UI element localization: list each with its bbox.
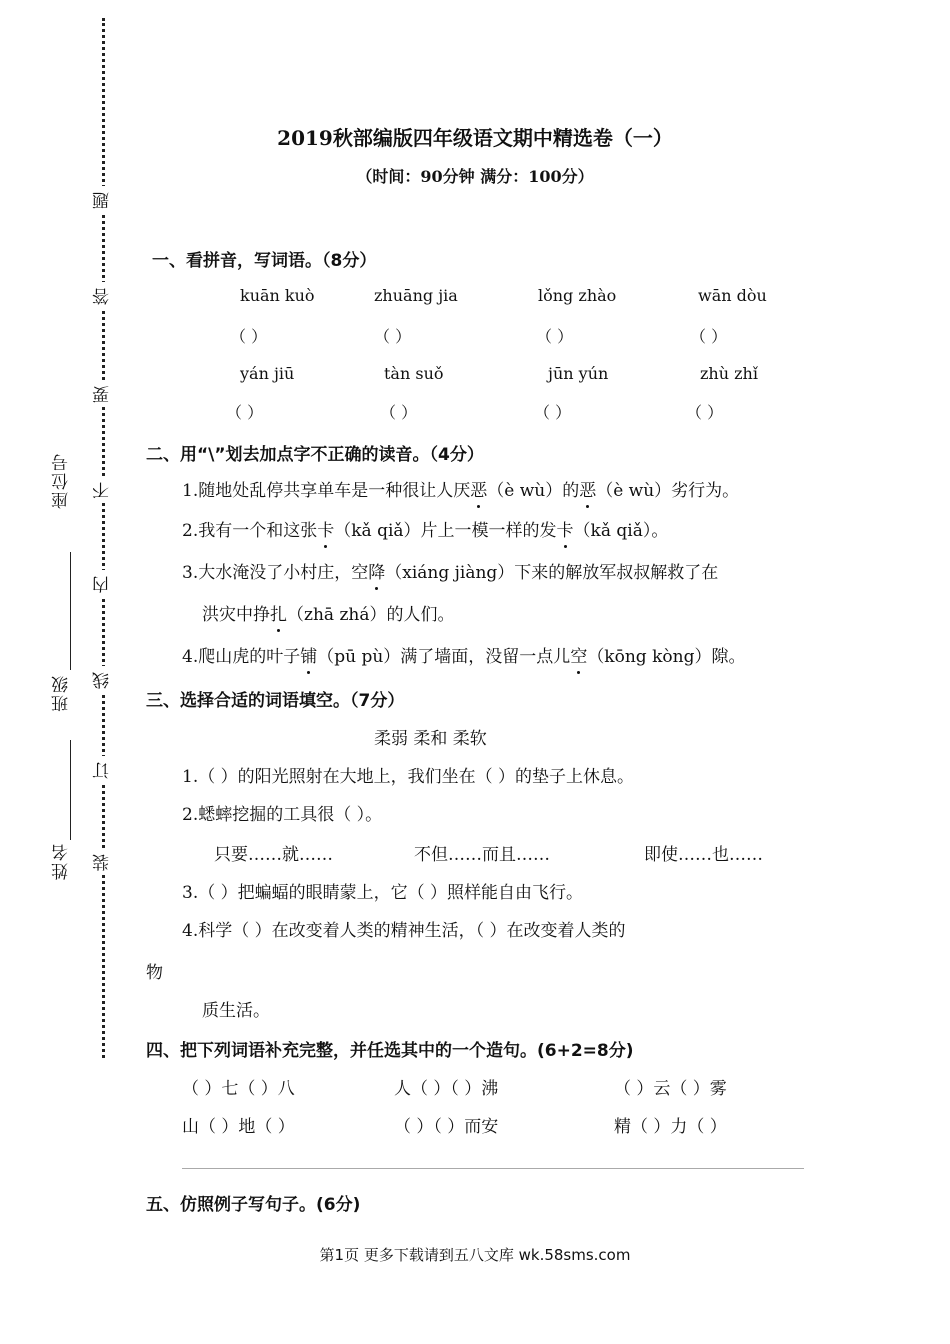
page-footer: 第1页 更多下载请到五八文库 wk.58sms.com bbox=[319, 1246, 631, 1264]
answer-blank[interactable]: （ ） bbox=[226, 403, 264, 422]
class-field-label: 班级 bbox=[52, 674, 72, 712]
binding-char: 线 bbox=[95, 666, 112, 693]
seat-field-label: 座位号 bbox=[52, 452, 72, 509]
binding-char: 不 bbox=[95, 476, 112, 503]
binding-char: 内 bbox=[95, 570, 112, 597]
pinyin-item: kuān kuò bbox=[240, 286, 315, 305]
question-line: 质生活。 bbox=[202, 1001, 270, 1021]
pinyin-item: wān dòu bbox=[698, 286, 767, 305]
answer-blank[interactable]: （ ） bbox=[230, 327, 268, 346]
binding-char: 题 bbox=[95, 186, 112, 213]
question-line: 2.蟋蟀挖掘的工具很（ ）。 bbox=[182, 805, 383, 825]
answer-blank[interactable]: （ ） bbox=[686, 403, 724, 422]
idiom-item[interactable]: （ ）云（ ）雾 bbox=[614, 1079, 727, 1099]
answer-blank[interactable]: （ ） bbox=[534, 403, 572, 422]
pinyin-item: zhuāng jia bbox=[374, 286, 458, 305]
question-line: 4.科学（ ）在改变着人类的精神生活，（ ）在改变着人类的 bbox=[182, 921, 626, 941]
section5-heading: 五、仿照例子写句子。(6分) bbox=[146, 1195, 361, 1215]
binding-char: 答 bbox=[95, 282, 112, 309]
question-line: 1.随地处乱停共享单车是一种很让人厌恶（è wù）的恶（è wù）劣行为。 bbox=[182, 476, 739, 501]
question-line: 4.爬山虎的叶子铺（pū pù）满了墙面，没留一点儿空（kōng kòng）隙。 bbox=[182, 642, 745, 667]
binding-char: 装 bbox=[95, 848, 112, 875]
idiom-item[interactable]: 山（ ）地（ ） bbox=[182, 1117, 295, 1137]
section2-heading: 二、用“\”划去加点字不正确的读音。（4分） bbox=[146, 445, 484, 465]
section4-heading: 四、把下列词语补充完整，并任选其中的一个造句。(6+2=8分) bbox=[146, 1041, 634, 1061]
answer-blank[interactable]: （ ） bbox=[374, 327, 412, 346]
question-line: 物 bbox=[146, 963, 163, 983]
name-field-label: 姓名 bbox=[52, 842, 72, 880]
question-line: 洪灾中挣扎（zhā zhá）的人们。 bbox=[202, 600, 455, 625]
sentence-answer-line[interactable] bbox=[182, 1168, 804, 1169]
idiom-item[interactable]: 人（ ）（ ）沸 bbox=[394, 1079, 499, 1099]
class-field-line bbox=[70, 552, 71, 670]
question-line: 1.（ ）的阳光照射在大地上，我们坐在（ ）的垫子上休息。 bbox=[182, 767, 635, 787]
conjunction-choice: 只要……就…… bbox=[214, 845, 333, 865]
conjunction-choice: 不但……而且…… bbox=[414, 845, 550, 865]
question-line: 3.（ ）把蝙蝠的眼睛蒙上，它（ ）照样能自由飞行。 bbox=[182, 883, 584, 903]
section3-heading: 三、选择合适的词语填空。（7分） bbox=[146, 691, 405, 711]
idiom-item[interactable]: 精（ ）力（ ） bbox=[614, 1117, 727, 1137]
pinyin-item: tàn suǒ bbox=[384, 364, 444, 383]
pinyin-item: jūn yún bbox=[548, 364, 609, 383]
name-field-line bbox=[70, 740, 71, 840]
section1-heading: 一、看拼音，写词语。（8分） bbox=[152, 251, 377, 271]
pinyin-item: yán jiū bbox=[240, 364, 295, 383]
pinyin-item: zhù zhǐ bbox=[700, 364, 758, 383]
pinyin-item: lǒng zhào bbox=[538, 286, 617, 305]
binding-char: 订 bbox=[95, 756, 112, 783]
exam-info: （时间：90分钟 满分：100分） bbox=[356, 167, 594, 186]
binding-char: 要 bbox=[95, 380, 112, 407]
answer-blank[interactable]: （ ） bbox=[690, 327, 728, 346]
idiom-item[interactable]: （ ）（ ）而安 bbox=[394, 1117, 499, 1137]
answer-blank[interactable]: （ ） bbox=[536, 327, 574, 346]
idiom-item[interactable]: （ ）七（ ）八 bbox=[182, 1079, 295, 1099]
conjunction-choice: 即使……也…… bbox=[644, 845, 763, 865]
page-title: 2019秋部编版四年级语文期中精选卷（一） bbox=[277, 126, 673, 150]
question-line: 3.大水淹没了小村庄，空降（xiáng jiàng）下来的解放军叔叔解救了在 bbox=[182, 558, 718, 583]
question-line: 2.我有一个和这张卡（kǎ qiǎ）片上一模一样的发卡（kǎ qiǎ）。 bbox=[182, 516, 668, 541]
word-choices: 柔弱 柔和 柔软 bbox=[374, 729, 487, 749]
answer-blank[interactable]: （ ） bbox=[380, 403, 418, 422]
